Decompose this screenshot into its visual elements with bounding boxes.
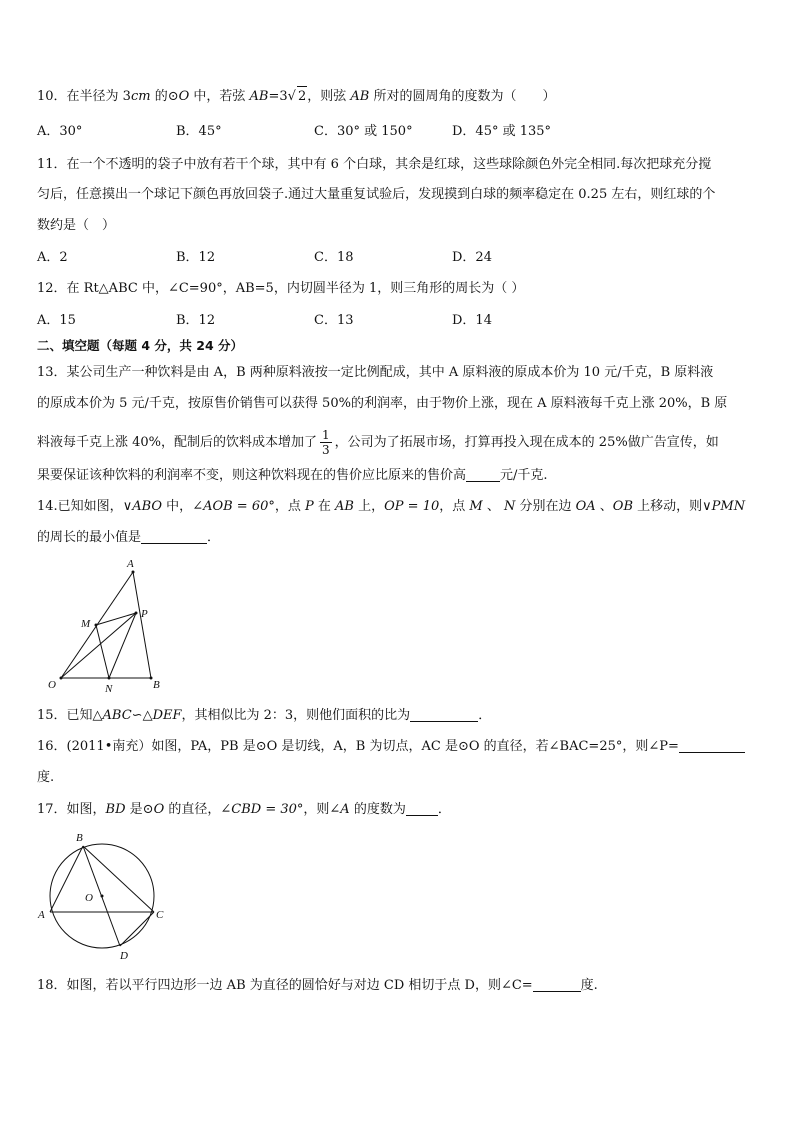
segment-MP	[96, 613, 136, 625]
q10-stem: 10．在半径为 3cm 的⊙O 中，若弦 AB=3√ 2，则弦 AB 所对的圆周角的度数为（ ）	[37, 86, 555, 107]
sqrt-symbol: √	[287, 89, 296, 104]
q18-stem: 18．如图，若以平行四边形一边 AB 为直径的圆恰好与对边 CD 相切于点 D，则∠C= 度.	[37, 978, 598, 993]
q12-options	[37, 311, 757, 331]
point-O	[101, 895, 104, 898]
label-C: C	[156, 909, 164, 921]
label-A: A	[38, 909, 45, 921]
q12-option-d[interactable]: D．14	[452, 313, 492, 328]
point-O	[60, 677, 63, 680]
segment-NP	[109, 613, 136, 678]
q12-option-c[interactable]: C．13	[314, 313, 354, 328]
label-O: O	[85, 892, 93, 904]
point-N	[108, 677, 111, 680]
q17-circle-figure	[34, 828, 174, 962]
q13-line-4: 果要保证该种饮料的利润率不变，则这种饮料现在的售价应比原来的售价高 元/千克.	[37, 468, 548, 483]
q16-line-2: 度.	[37, 770, 55, 785]
label-B: B	[76, 832, 83, 844]
label-D: D	[120, 950, 128, 962]
q16-answer-blank[interactable]	[679, 738, 745, 753]
q18-answer-blank[interactable]	[533, 977, 581, 992]
q13-line-2: 的原成本价为 5 元/千克，按原售价销售可以获得 50%的利润率，由于物价上涨，现在 A 原料液每千克上涨 20%，B 原	[37, 396, 728, 411]
label-N: N	[105, 683, 113, 694]
section-fill-in-title: 二、填空题（每题 4 分，共 24 分）	[37, 338, 244, 353]
q13-answer-blank[interactable]	[466, 467, 500, 482]
segment-AB	[133, 572, 151, 678]
q11-option-c[interactable]: C．18	[314, 250, 354, 265]
segment-MN	[96, 625, 109, 678]
q11-line-1: 11．在一个不透明的袋子中放有若干个球，其中有 6 个白球，其余是红球，这些球除颜色外完全相同.每次把球充分搅	[37, 157, 712, 172]
q12-stem: 12．在 Rt△ABC 中，∠C=90°，AB=5，内切圆半径为 1，则三角形的周长为（ ）	[37, 281, 525, 296]
q14-answer-blank[interactable]	[141, 529, 207, 544]
label-O: O	[48, 679, 56, 691]
label-M: M	[81, 618, 91, 630]
segment-CD	[120, 912, 154, 946]
point-P	[135, 612, 138, 615]
fraction-one-third: $\frac{1}{3}$	[322, 428, 330, 457]
q11-option-a[interactable]: A．2	[37, 250, 68, 265]
label-P: P	[141, 608, 148, 620]
q11-option-b[interactable]: B．12	[176, 250, 216, 265]
q15-stem: 15．已知△ABC∽△DEF，其相似比为 2：3，则他们面积的比为 ．	[37, 708, 492, 723]
label-A: A	[127, 558, 134, 570]
q12-option-b[interactable]: B．12	[176, 313, 216, 328]
q17-answer-blank[interactable]	[406, 801, 438, 816]
q17-stem: 17．如图，BD 是⊙O 的直径，∠CBD = 30°，则∠A 的度数为 ．	[37, 802, 451, 817]
q14-triangle-figure	[40, 556, 170, 694]
q10-option-d[interactable]: D．45° 或 135°	[452, 124, 552, 139]
q16-line-1: 16．(2011•南充）如图，PA，PB 是⊙O 是切线，A，B 为切点，AC 是⊙O 的直径，若∠BAC=25°，则∠P=	[37, 737, 745, 757]
label-B: B	[153, 679, 160, 691]
q13-line-3: 料液每千克上涨 40%，配制后的饮料成本增加了 $\frac{1}{3}$ ，公司为了拓展市场，打算再投入现在成本的 25%做广告宣传，如	[37, 428, 719, 457]
q13-line-1: 13．某公司生产一种饮料是由 A，B 两种原料液按一定比例配成，其中 A 原料液的原成本价为 10 元/千克，B 原料液	[37, 365, 714, 380]
q10-option-a[interactable]: A．30°	[37, 124, 83, 139]
q11-line-2: 匀后，任意摸出一个球记下颜色再放回袋子.通过大量重复试验后，发现摸到白球的频率稳定在 0.25 左右，则红球的个	[37, 187, 716, 202]
segment-BA	[50, 846, 83, 912]
point-A	[132, 571, 135, 574]
segment-BC	[83, 846, 154, 912]
q12-option-a[interactable]: A．15	[37, 313, 76, 328]
q11-option-d[interactable]: D．24	[452, 250, 492, 265]
q10-options	[37, 122, 757, 142]
point-M	[95, 624, 98, 627]
q14-line-2: 的周长的最小值是 ．	[37, 530, 221, 545]
q15-answer-blank[interactable]	[410, 707, 478, 722]
q11-options	[37, 248, 757, 268]
q10-option-b[interactable]: B．45°	[176, 124, 222, 139]
q11-line-3: 数约是（ ）	[37, 218, 116, 233]
q10-option-c[interactable]: C．30° 或 150°	[314, 124, 413, 139]
q14-line-1: 14.已知如图，∨ABO 中，∠AOB = 60°，点 P 在 AB 上，OP = 10，点 M 、 N 分别在边 OA 、OB 上移动，则∨PMN	[37, 499, 746, 514]
